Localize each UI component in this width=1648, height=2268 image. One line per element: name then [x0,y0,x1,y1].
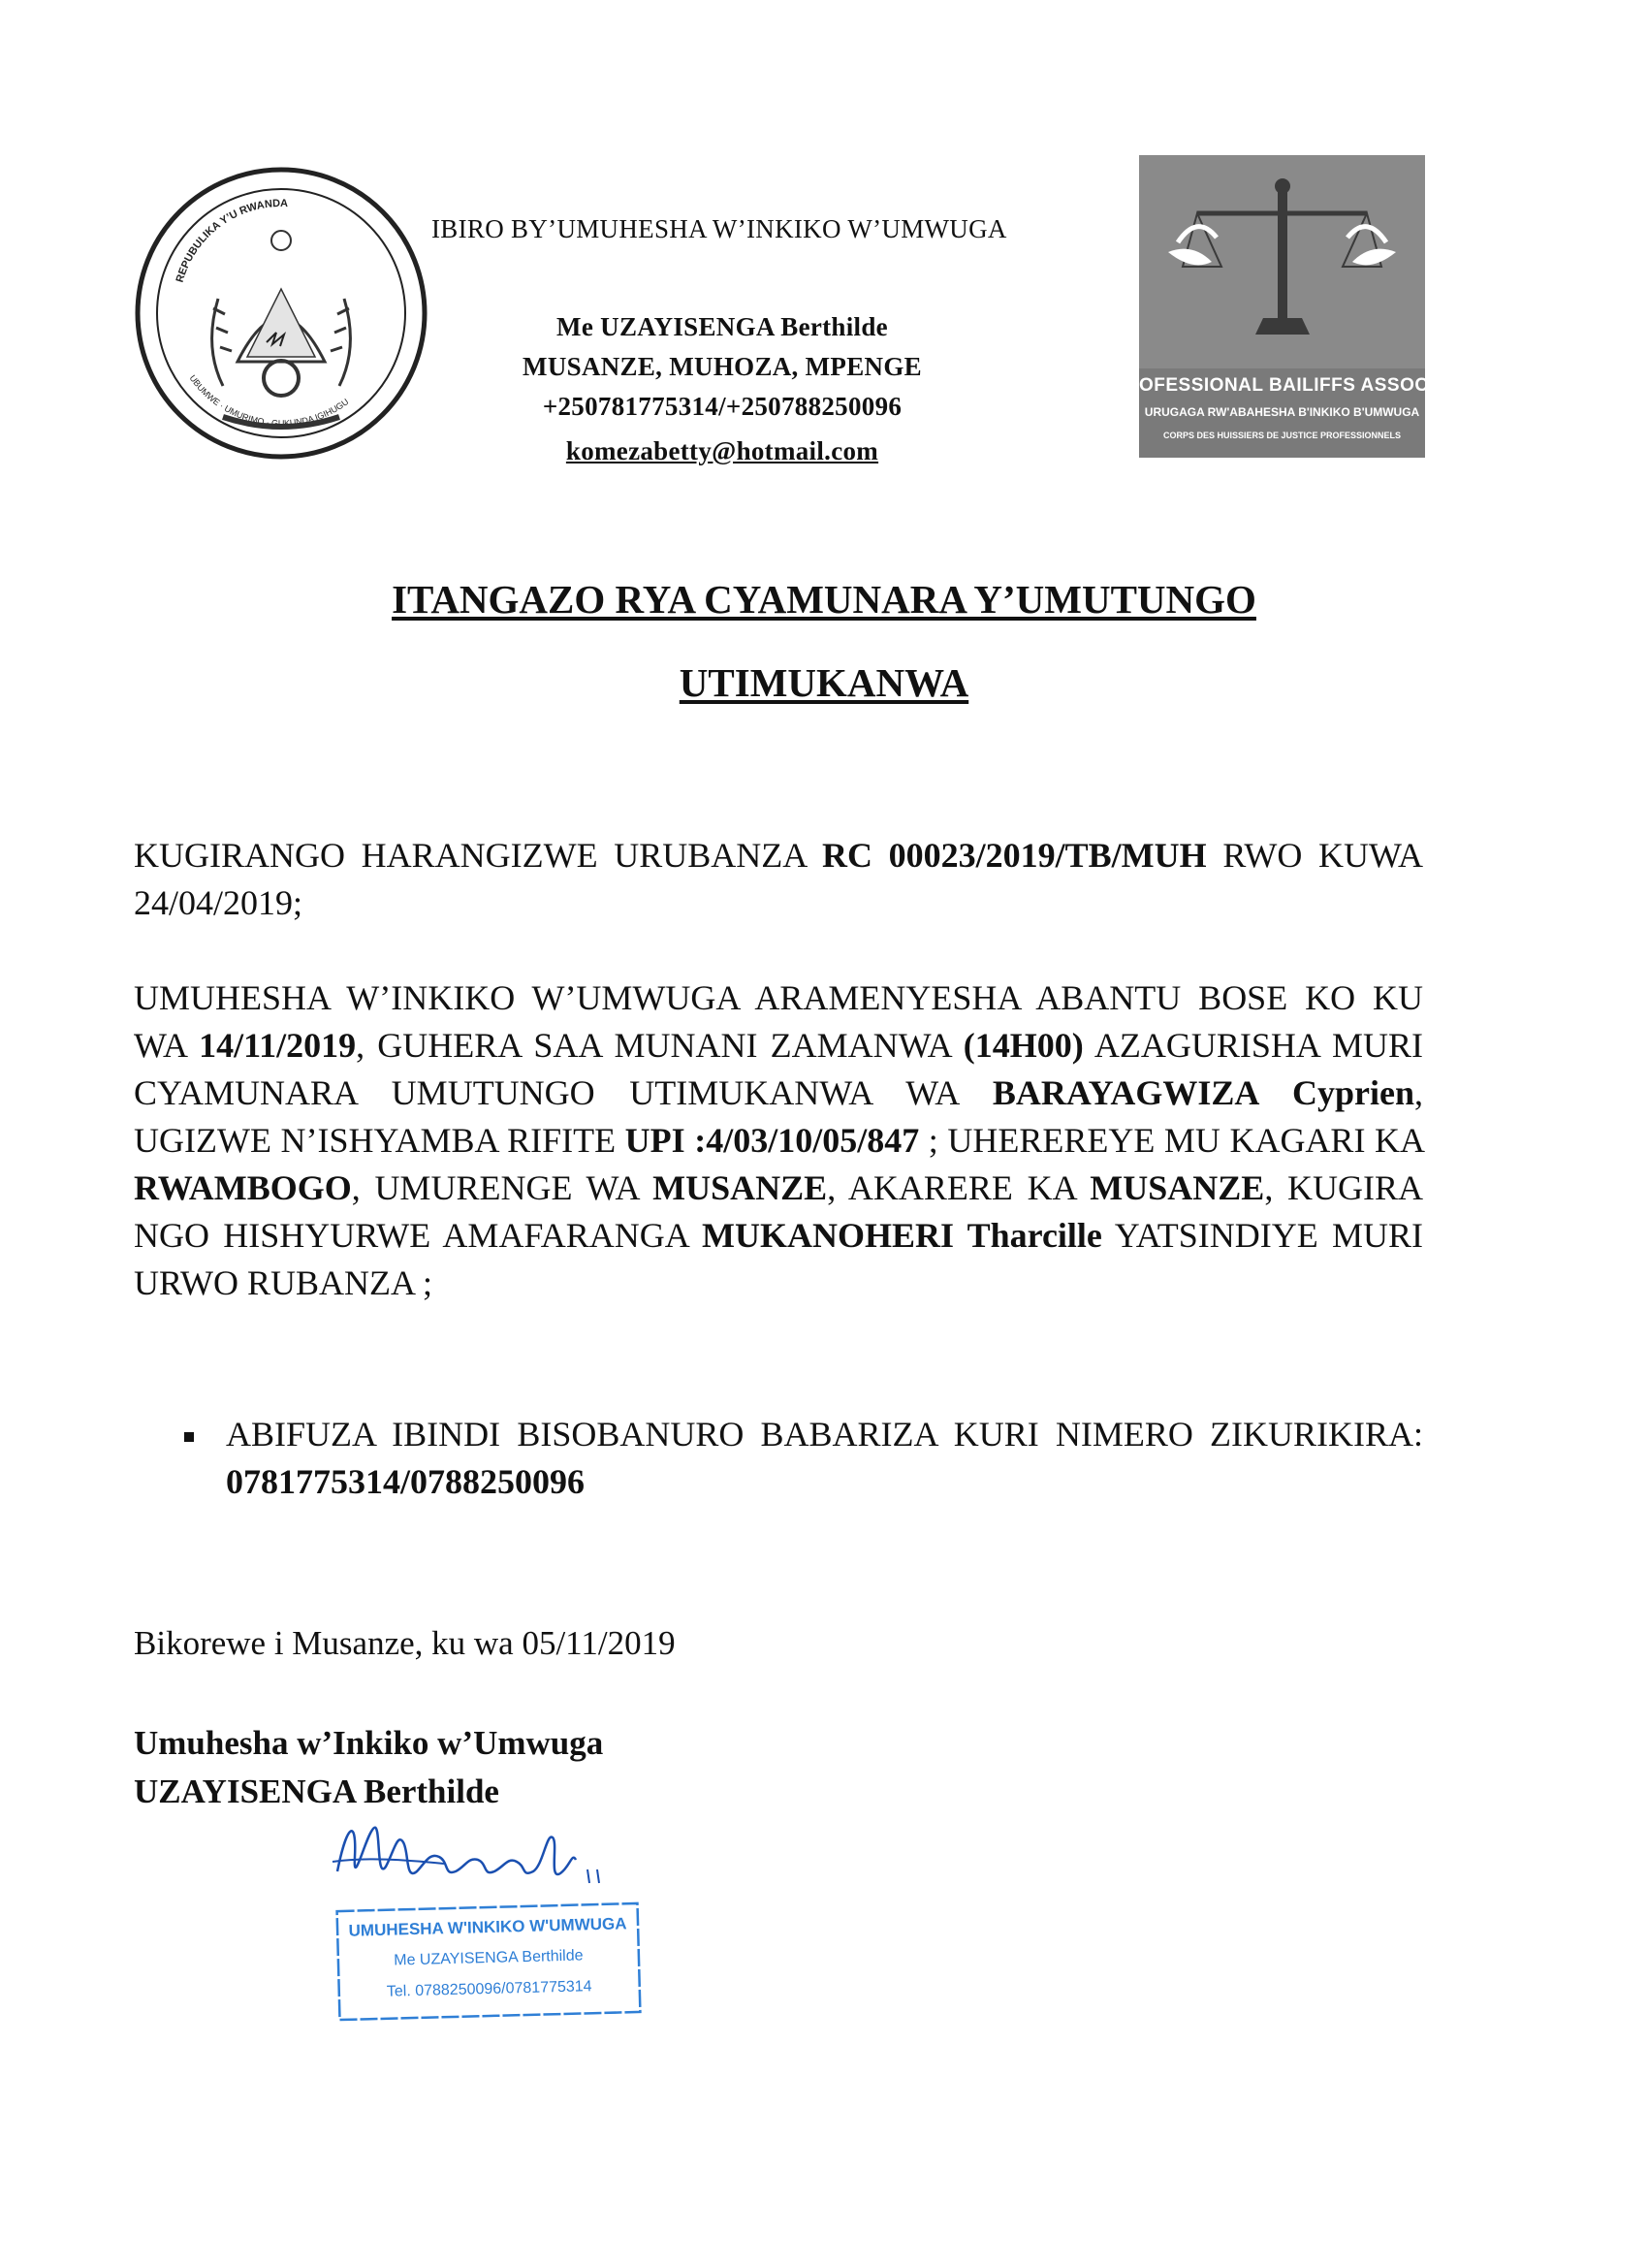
rwanda-seal-graphic [131,163,431,463]
bailiffs-association-logo [1139,155,1479,458]
bullet-square-icon [184,1432,194,1442]
notice-title-text-1: ITANGAZO RYA CYAMUNARA Y’UMUTUNGO [392,577,1256,622]
parcel-upi: UPI :4/03/10/05/847 [624,1121,920,1160]
seal-top-text: REPUBULIKA Y’U RWANDA [174,197,289,284]
office-address: MUSANZE, MUHOZA, MPENGE [523,352,922,381]
p1-text-2: RWO KUWA 24/04/2019; [134,836,1424,922]
office-phones: +250781775314/+250788250096 [542,392,903,421]
email-link[interactable]: komezabetty@hotmail.com [565,436,879,465]
bullet-text: ABIFUZA IBINDI BISOBANURO BABARIZA KURI NIMERO ZIKURIKIRA: [226,1415,1423,1453]
signatory-title: Umuhesha w’Inkiko w’Umwuga [134,1724,604,1762]
notice-title-line-2 [0,659,1648,706]
office-heading: IBIRO BY’UMUHESHA W’INKIKO W’UMWUGA [431,214,1007,243]
association-name-en: OFESSIONAL BAILIFFS ASSOCIATIO [1139,375,1479,396]
p2-text-3: AZAGURISHA MURI CYAMUNARA UMUTUNGO UTIMUKANWA WA [134,1026,1423,1112]
sector-name: MUSANZE [652,1168,828,1207]
bailiff-name: Me UZAYISENGA Berthilde [556,312,888,341]
official-stamp [333,1900,644,2024]
seal-bottom-text: UBUMWE · UMURIMO · GUKUNDA IGIHUGU [187,372,351,429]
handwritten-signature [328,1813,618,1905]
p2-text-5: ; UHEREREYE MU KAGARI KA [919,1121,1424,1160]
association-name-fr: CORPS DES HUISSIERS DE JUSTICE PROFESSIONNELS [1162,431,1402,440]
stamp-phone: Tel. 0788250096/0781775314 [386,1978,592,2000]
contact-numbers: 0781775314/0788250096 [226,1462,586,1501]
p1-text-1: KUGIRANGO HARANGIZWE URUBANZA [134,836,822,875]
property-owner: BARAYAGWIZA Cyprien [992,1073,1414,1112]
p2-text-9: YATSINDIYE MURI URWO RUBANZA ; [134,1216,1423,1302]
auction-announcement-paragraph [134,974,1423,1307]
place-and-date: Bikorewe i Musanze, ku wa 05/11/2019 [134,1624,676,1662]
office-email [427,436,1018,466]
p2-text-7: , AKARERE KA [827,1168,1091,1207]
district-name: MUSANZE [1090,1168,1265,1207]
auction-time: (14H00) [963,1026,1084,1065]
p2-text-8: , KUGIRA NGO HISHYURWE AMAFARANGA [134,1168,1423,1255]
notice-title-line-1 [0,576,1648,623]
stamp-title: UMUHESHA W'INKIKO W'UMWUGA [348,1914,627,1940]
creditor-name: MUKANOHERI Tharcille [702,1216,1102,1255]
notice-title-text-2: UTIMUKANWA [679,660,969,705]
rwanda-seal-emblem [131,163,431,463]
p2-text-2: , GUHERA SAA MUNANI ZAMANWA [356,1026,964,1065]
p2-text-4: , UGIZWE N’ISHYAMBA RIFITE [134,1073,1423,1160]
auction-date: 14/11/2019 [199,1026,357,1065]
p2-text-1: UMUHESHA W’INKIKO W’UMWUGA ARAMENYESHA ABANTU BOSE KO KU WA [134,978,1423,1065]
stamp-name: Me UZAYISENGA Berthilde [394,1947,584,1969]
case-number: RC 00023/2019/TB/MUH [821,836,1207,875]
cell-name: RWAMBOGO [134,1168,352,1207]
signatory-name: UZAYISENGA Berthilde [134,1773,499,1810]
signature-scribble [328,1813,618,1905]
p2-text-6: , UMURENGE WA [351,1168,653,1207]
association-name-rw: URUGAGA RW'ABAHESHA B'INKIKO B'UMWUGA [1144,405,1420,419]
judgment-reference-paragraph [134,832,1423,927]
contact-info-bullet [226,1411,1423,1506]
